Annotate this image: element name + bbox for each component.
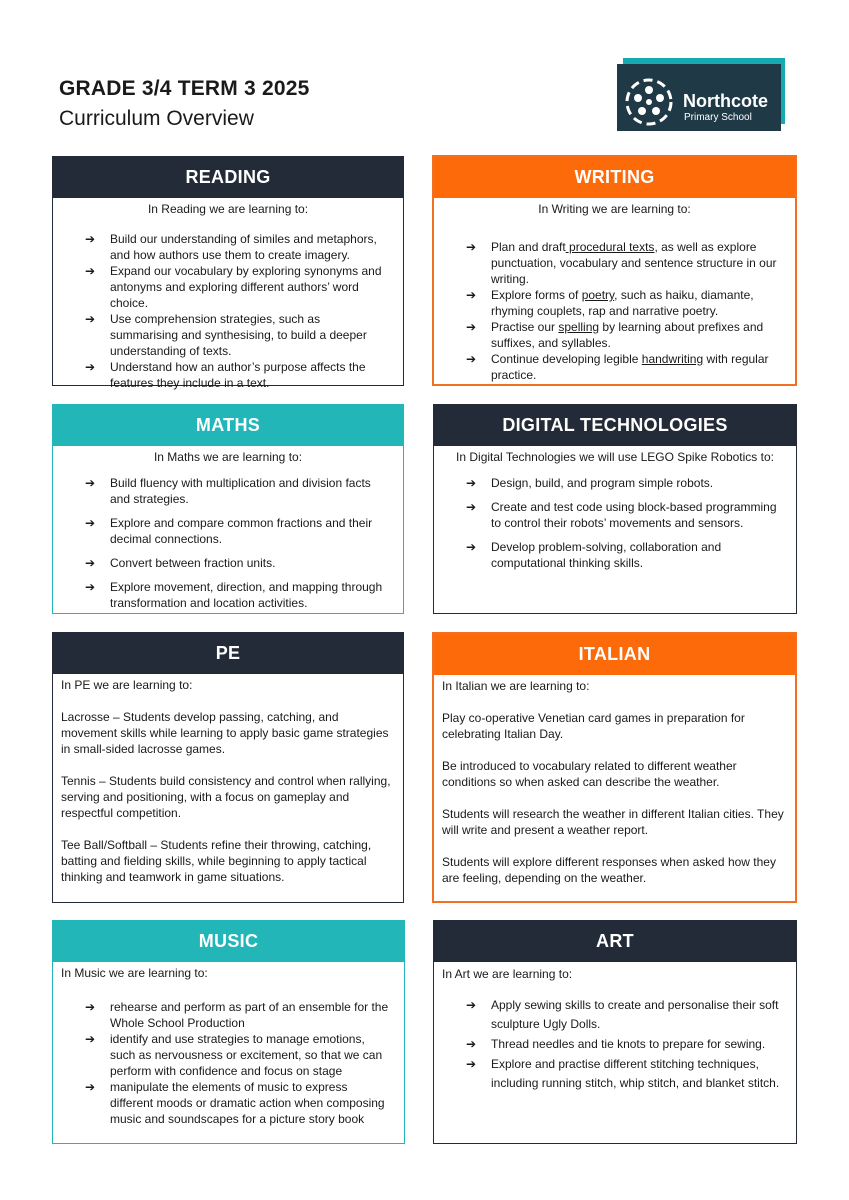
reading-card bbox=[52, 156, 404, 390]
list-item: ➔ Continue developing legible handwriting with regular practice. bbox=[442, 351, 787, 383]
pe-intro: In PE we are learning to: bbox=[61, 678, 193, 692]
maths-intro: In Maths we are learning to: bbox=[153, 450, 303, 464]
spelling-link-text: spelling bbox=[558, 320, 600, 334]
art-list bbox=[442, 996, 788, 1093]
page-subtitle: Curriculum Overview bbox=[59, 107, 254, 130]
poetry-link-text: poetry bbox=[581, 288, 615, 302]
writing-heading: WRITING bbox=[434, 157, 795, 198]
list-item: ➔ Explore movement, direction, and mapping through transformation and location activities. bbox=[61, 579, 395, 611]
list-item: ➔ Explore and practise different stitching techniques, including running stitch, whip stitch, and blanket stitch. bbox=[442, 1055, 788, 1093]
list-item: ➔ Apply sewing skills to create and personalise their soft sculpture Ugly Dolls. bbox=[442, 996, 788, 1034]
logo-panel bbox=[617, 64, 781, 131]
italian-paragraph: Students will research the weather in different Italian cities. They will write and present a weather report. bbox=[442, 807, 784, 837]
list-item: ➔ manipulate the elements of music to express different moods or dramatic action when composing music and soundscapes for a picture story book bbox=[61, 1079, 396, 1127]
school-emblem-icon bbox=[623, 76, 675, 128]
art-heading: ART bbox=[434, 921, 796, 962]
list-item: ➔ Practise our spelling by learning about prefixes and suffixes, and syllables. bbox=[442, 319, 787, 351]
list-item: ➔ Build our understanding of similes and metaphors, and how authors use them to create imagery. bbox=[61, 231, 395, 263]
list-item: ➔ Expand our vocabulary by exploring synonyms and antonyms and exploring different authors’ word choice. bbox=[61, 263, 395, 311]
italian-heading: ITALIAN bbox=[434, 634, 795, 675]
music-intro: In Music we are learning to: bbox=[61, 966, 208, 980]
writing-card bbox=[432, 155, 797, 386]
music-list bbox=[61, 999, 396, 1127]
italian-intro: In Italian we are learning to: bbox=[442, 679, 590, 693]
writing-intro: In Writing we are learning to: bbox=[538, 202, 691, 216]
pe-card bbox=[52, 632, 404, 903]
italian-paragraph: Be introduced to vocabulary related to different weather conditions so when asked can describe the weather. bbox=[442, 759, 737, 789]
pe-paragraph: Lacrosse – Students develop passing, catching, and movement skills while learning to apply basic game strategies in small-sided lacrosse games. bbox=[61, 710, 389, 756]
list-item: ➔ Convert between fraction units. bbox=[61, 555, 395, 571]
list-item: ➔ Create and test code using block-based programming to control their robots’ movements and sensors. bbox=[442, 499, 788, 531]
logo-name: Northcote bbox=[683, 91, 768, 111]
list-item: ➔ Use comprehension strategies, such as summarising and synthesising, to build a deeper understanding of texts. bbox=[61, 311, 395, 359]
list-item: ➔ Develop problem-solving, collaboration and computational thinking skills. bbox=[442, 539, 788, 571]
school-logo bbox=[617, 58, 785, 131]
page-title: GRADE 3/4 TERM 3 2025 bbox=[59, 77, 310, 100]
italian-paragraph: Play co-operative Venetian card games in preparation for celebrating Italian Day. bbox=[442, 711, 745, 741]
reading-heading: READING bbox=[53, 157, 403, 198]
music-card bbox=[52, 920, 405, 1144]
list-item: ➔ Understand how an author’s purpose affects the features they include in a text. bbox=[61, 359, 395, 391]
list-item: ➔ Design, build, and program simple robots. bbox=[442, 475, 788, 491]
logo-subtitle: Primary School bbox=[684, 112, 752, 123]
list-item: ➔ identify and use strategies to manage emotions, such as nervousness or excitement, so that we can perform with confidence and focus on stage bbox=[61, 1031, 396, 1079]
list-item: ➔ Plan and draft procedural texts, as well as explore punctuation, vocabulary and sentence structure in our writing. bbox=[442, 239, 787, 287]
art-card bbox=[433, 920, 797, 1144]
handwriting-link-text: handwriting bbox=[641, 352, 704, 366]
writing-list bbox=[442, 239, 787, 383]
digital-technologies-intro: In Digital Technologies we will use LEGO Spike Robotics to: bbox=[456, 450, 774, 464]
digital-technologies-heading: DIGITAL TECHNOLOGIES bbox=[434, 405, 796, 446]
digital-technologies-card bbox=[433, 404, 797, 614]
art-intro: In Art we are learning to: bbox=[442, 967, 573, 981]
italian-card bbox=[432, 632, 797, 903]
list-item: ➔ Build fluency with multiplication and division facts and strategies. bbox=[61, 475, 395, 507]
maths-card bbox=[52, 404, 404, 614]
procedural-texts-link-text: procedural texts bbox=[565, 240, 655, 254]
maths-heading: MATHS bbox=[53, 405, 403, 446]
pe-paragraph: Tennis – Students build consistency and control when rallying, serving and positioning, with a focus on gameplay and respectful competition. bbox=[61, 774, 391, 820]
music-heading: MUSIC bbox=[53, 921, 404, 962]
digital-technologies-list bbox=[442, 475, 788, 571]
list-item: ➔ Explore forms of poetry, such as haiku, diamante, rhyming couplets, rap and narrative poetry. bbox=[442, 287, 787, 319]
reading-intro: In Reading we are learning to: bbox=[147, 202, 309, 216]
list-item: ➔ rehearse and perform as part of an ensemble for the Whole School Production bbox=[61, 999, 396, 1031]
list-item: ➔ Thread needles and tie knots to prepare for sewing. bbox=[442, 1035, 788, 1054]
italian-paragraph: Students will explore different responses when asked how they are feeling, depending on the weather. bbox=[442, 855, 776, 885]
pe-heading: PE bbox=[53, 633, 403, 674]
maths-list bbox=[61, 475, 395, 611]
list-item: ➔ Explore and compare common fractions and their decimal connections. bbox=[61, 515, 395, 547]
pe-paragraph: Tee Ball/Softball – Students refine their throwing, catching, batting and fielding skills, while beginning to apply tactical thinking and teamwork in game situations. bbox=[61, 838, 372, 884]
reading-list bbox=[61, 231, 395, 391]
